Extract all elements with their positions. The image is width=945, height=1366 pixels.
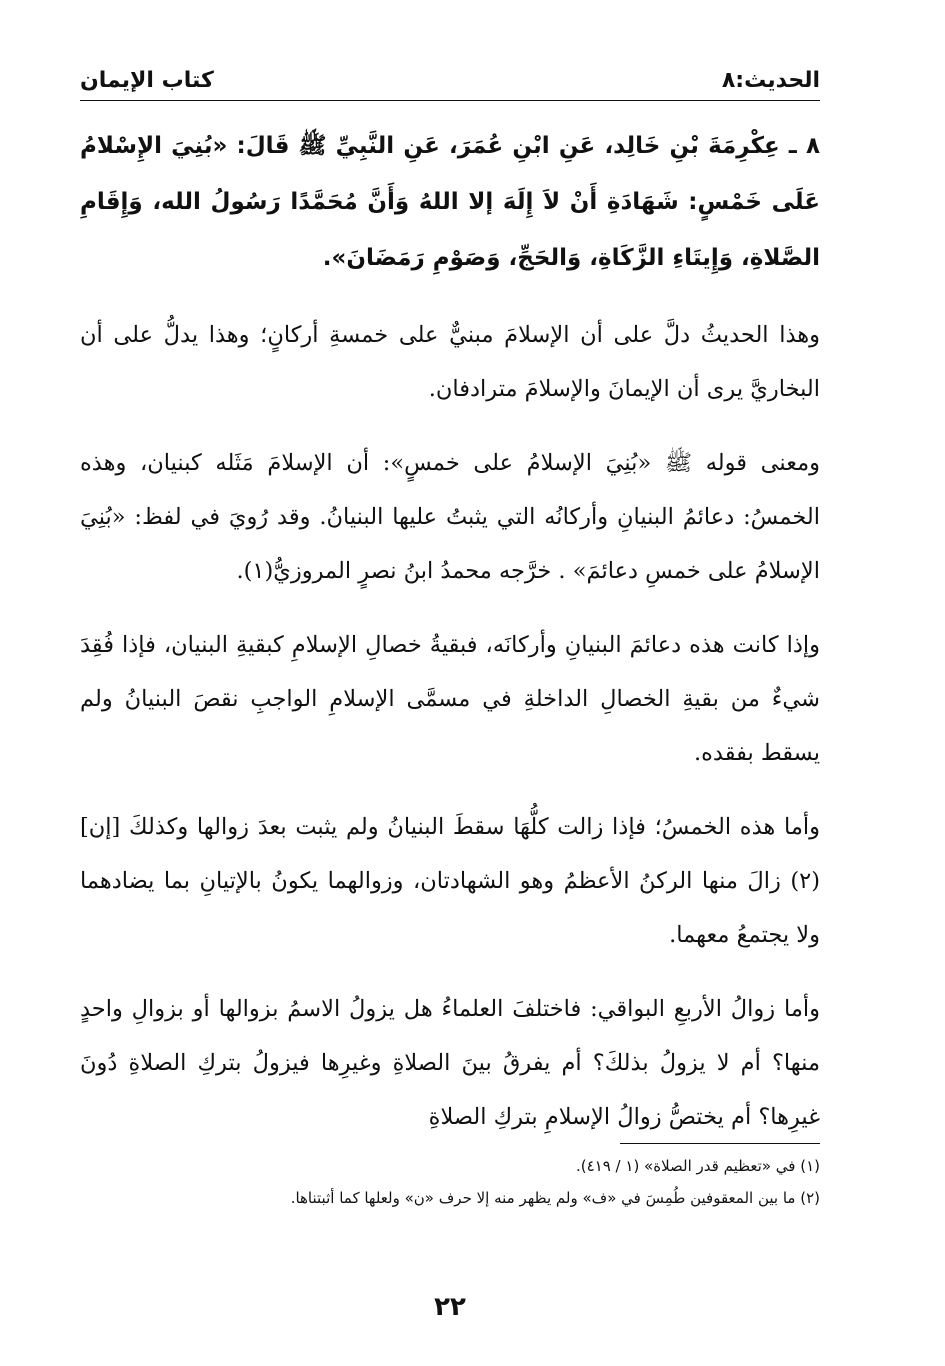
footnote-1: (١) في «تعظيم قدر الصلاة» (١ / ٤١٩). xyxy=(575,1157,820,1175)
page-number: ٢٢ xyxy=(434,1292,466,1322)
book-title: كتاب الإيمان xyxy=(80,68,214,93)
paragraph: ومعنى قوله ﷺ «بُنِيَ الإسلامُ على خمسٍ»: أن الإسلامَ مَثَله كبنيان، وهذه الخمسُ: دعائمُ البنيانِ وأركانُه التي يثبتُ عليها البنيانُ. وقد رُويَ في لفظ: «بُنِيَ الإسلامُ على خمسِ دعائمَ» . خرَّجه محمدُ ابنُ نصرٍ المروزيُّ(١). xyxy=(80,450,820,584)
hadith-text: ٨ ـ عِكْرِمَةَ بْنِ خَالِد، عَنِ ابْنِ عُمَرَ، عَنِ النَّبِيِّ ﷺ قَالَ: «بُنِيَ الإِسْلامُ عَلَى خَمْسٍ: شَهَادَةِ أَنْ لاَ إِلَهَ إلا اللهُ وَأَنَّ مُحَمَّدًا رَسُولُ الله، وَإِقَامِ الصَّلاةِ، وَإِيتَاءِ الزَّكَاةِ، وَالحَجِّ، وَصَوْمِ رَمَضَانَ». xyxy=(80,133,820,271)
paragraph: وأما زوالُ الأربعِ البواقي: فاختلفَ العلماءُ هل يزولُ الاسمُ بزوالها أو بزوالِ واحدٍ منها؟ أم لا يزولُ بذلكَ؟ أم يفرقُ بينَ الصلاةِ وغيرِها فيزولُ بتركِ الصلاةِ دُونَ غيرِها؟ أم يختصُّ زوالُ الإسلامِ بتركِ الصلاةِ xyxy=(80,996,820,1130)
main-text xyxy=(80,118,820,1164)
paragraph: وهذا الحديثُ دلَّ على أن الإسلامَ مبنيٌّ على خمسةِ أركانٍ؛ وهذا يدلُّ على أن البخاريَّ يرى أن الإيمانَ والإسلامَ مترادفان. xyxy=(80,322,820,402)
hadith-number-label: الحديث:٨ xyxy=(721,68,820,93)
book-page xyxy=(80,60,820,1340)
footnote-2: (٢) ما بين المعقوفين طُمِسَ في «ف» ولم يظهر منه إلا حرف «ن» ولعلها كما أثبتناها. xyxy=(290,1189,820,1207)
paragraph: وأما هذه الخمسُ؛ فإذا زالت كلُّهَا سقطَ البنيانُ ولم يثبت بعدَ زوالها وكذلكَ [إن](٢) زالَ منها الركنُ الأعظمُ وهو الشهادتان، وزوالهما يكونُ بالإتيانِ بما يضادهما ولا يجتمعُ معهما. xyxy=(80,814,820,948)
running-header xyxy=(80,60,820,101)
footnotes xyxy=(80,1150,820,1214)
paragraph: وإذا كانت هذه دعائمَ البنيانِ وأركانَه، فبقيةُ خصالِ الإسلامِ كبقيةِ البنيان، فإذا فُقِدَ شيءٌ من بقيةِ الخصالِ الداخلةِ في مسمَّى الإسلامِ الواجبِ نقصَ البنيانُ ولم يسقط بفقده. xyxy=(80,632,820,766)
footnote-divider xyxy=(620,1143,820,1144)
